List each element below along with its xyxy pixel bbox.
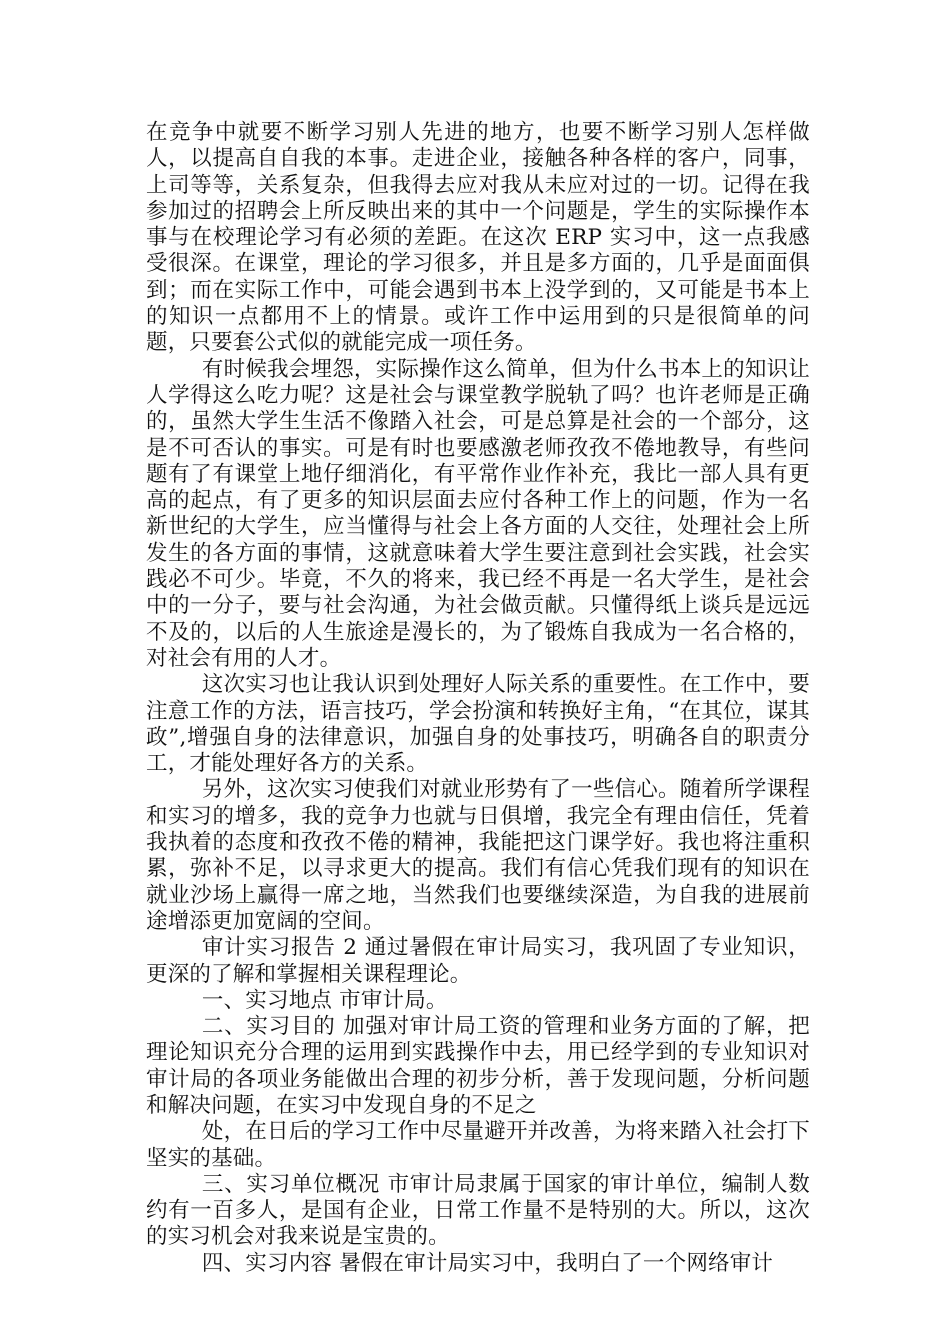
paragraph-3: 这次实习也让我认识到处理好人际关系的重要性。在工作中，要注意工作的方法，语言技巧，学会扮演和转换好主角，“在其位，谋其政”,增强自身的法律意识，加强自身的处事技巧，明确各自的职责分工，才能处理好各方的关系。 — [146, 672, 810, 777]
paragraph-8: 处，在日后的学习工作中尽量避开并改善，为将来踏入社会打下坚实的基础。 — [146, 1119, 810, 1171]
paragraph-7: 二、实习目的 加强对审计局工资的管理和业务方面的了解，把理论知识充分合理的运用到实践操作中去，用已经学到的专业知识对审计局的各项业务能做出合理的初步分析，善于发现问题，分析问题和解决问题，在实习中发现自身的不足之 — [146, 1014, 810, 1118]
paragraph-5: 审计实习报告 2 通过暑假在审计局实习，我巩固了专业知识，更深的了解和掌握相关课程理论。 — [146, 935, 810, 987]
paragraph-10: 四、实习内容 暑假在审计局实习中，我明白了一个网络审计 — [201, 1250, 774, 1276]
paragraph-9: 三、实习单位概况 市审计局隶属于国家的审计单位，编制人数约有一百多人，是国有企业，日常工作量不是特别的大。所以，这次的实习机会对我来说是宝贵的。 — [146, 1171, 810, 1250]
paragraph-1: 在竞争中就要不断学习别人先进的地方，也要不断学习别人怎样做人，以提高自自我的本事。走进企业，接触各种各样的客户，同事，上司等等，关系复杂，但我得去应对我从未应对过的一切。记得在我参加过的招聘会上所反映出来的其中一个问题是，学生的实际操作本事与在校理论学习有必须的差距。在这次 ERP 实习中，这一点我感受很深。在课堂，理论的学习很多，并且是多方面的，几乎是面面俱到；而在实际工作中，可能会遇到书本上没学到的，又可能是书本上的知识一点都用不上的情景。或许工作中运用到的只是很简单的问题，只要套公式似的就能完成一项任务。 — [146, 120, 810, 356]
paragraph-4: 另外，这次实习使我们对就业形势有了一些信心。随着所学课程和实习的增多，我的竞争力也就与日俱增，我完全有理由信任，凭着我执着的态度和孜孜不倦的精神，我能把这门课学好。我也将注重积累，弥补不足，以寻求更大的提高。我们有信心凭我们现有的知识在就业沙场上赢得一席之地，当然我们也要继续深造，为自我的进展前途增添更加宽阔的空间。 — [146, 777, 810, 934]
paragraph-2: 有时候我会埋怨，实际操作这么简单，但为什么书本上的知识让人学得这么吃力呢？这是社会与课堂教学脱轨了吗？也许老师是正确的，虽然大学生生活不像踏入社会，可是总算是社会的一个部分，这是不可否认的事实。可是有时也要感激老师孜孜不倦地教导，有些问题有了有课堂上地仔细消化，有平常作业作补充，我比一部人具有更高的起点，有了更多的知识层面去应付各种工作上的问题，作为一名新世纪的大学生，应当懂得与社会上各方面的人交往，处理社会上所发生的各方面的事情，这就意味着大学生要注意到社会实践，社会实践必不可少。毕竟，不久的将来，我已经不再是一名大学生，是社会中的一分子，要与社会沟通，为社会做贡献。只懂得纸上谈兵是远远不及的，以后的人生旅途是漫长的，为了锻炼自我成为一名合格的，对社会有用的人才。 — [146, 356, 810, 671]
paragraph-6: 一、实习地点 市审计局。 — [201, 987, 448, 1013]
document-page — [146, 120, 810, 1277]
